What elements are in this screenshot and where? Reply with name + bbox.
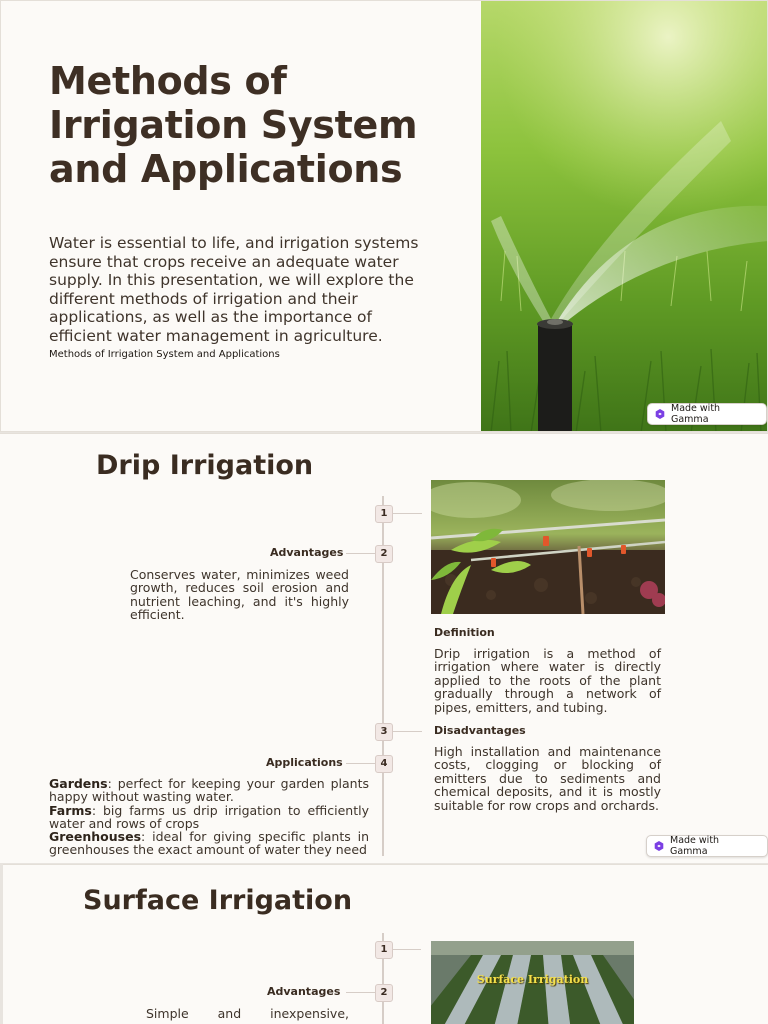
slide-heading: Surface Irrigation [83,885,353,916]
slide-heading: Drip Irrigation [96,450,314,481]
timeline-node-1: 1 [375,505,393,523]
made-with-gamma-badge[interactable] [647,403,767,425]
applications-label: Applications [266,756,343,769]
timeline-node-2: 2 [375,545,393,563]
intro-paragraph: Water is essential to life, and irrigation systems ensure that crops receive an adequate water supply. In this presentation, we will explore the different methods of irrigation and their applications, as well as the importance of efficient water management in agriculture. [49,234,419,345]
advantages-label: Advantages [270,546,344,559]
gamma-logo-icon [654,841,664,851]
surface-irrigation-slide [3,864,768,1024]
timeline-node-3: 3 [375,723,393,741]
timeline-connector [346,763,375,764]
timeline-connector [393,513,422,514]
advantages-label: Advantages [267,985,341,998]
made-with-gamma-badge[interactable] [646,835,768,857]
advantages-text: Conserves water, minimizes weed growth, reduces soil erosion and nutrient leaching, and it's highly efficient. [130,567,349,623]
timeline-connector [346,992,375,993]
advantages-text: Simple and inexpensive, [146,1006,349,1021]
badge-label: Made with Gamma [671,403,721,425]
title-slide [0,0,768,432]
definition-text: Drip irrigation is a method of irrigation where water is directly applied to the roots of the plant gradually through a network of pipes, emitters, and tubing. [434,646,661,715]
application-item-gardens: Gardens: perfect for keeping your garden plants happy without wasting water. [49,776,369,805]
timeline-node-4: 4 [375,755,393,773]
timeline-node-2: 2 [375,984,393,1002]
definition-label: Definition [434,626,495,639]
photo-caption: Surface Irrigation [476,973,589,986]
surface-irrigation-photo [431,941,634,1024]
application-item-greenhouses: Greenhouses: ideal for giving specific plants in greenhouses the exact amount of water they need [49,829,369,858]
sprinkler-photo [481,1,768,432]
drip-emitter-photo [431,480,665,614]
timeline-connector [346,553,375,554]
slide-caption: Methods of Irrigation System and Applications [49,349,280,360]
badge-label: Made with Gamma [670,835,720,857]
applications-list [49,777,369,857]
disadvantages-text: High installation and maintenance costs, clogging or blocking of emitters due to sediments and chemical deposits, and it is mostly suitable for row crops and orchards. [434,744,661,813]
drip-irrigation-slide [0,433,768,863]
application-item-farms: Farms: big farms us drip irrigation to efficiently water and rows of crops [49,802,369,831]
slide-title: Methods of Irrigation System and Applications [49,59,418,191]
timeline-connector [393,731,422,732]
disadvantages-label: Disadvantages [434,724,526,737]
timeline-connector [393,949,421,950]
timeline-node-1: 1 [375,941,393,959]
gamma-logo-icon [655,409,665,419]
